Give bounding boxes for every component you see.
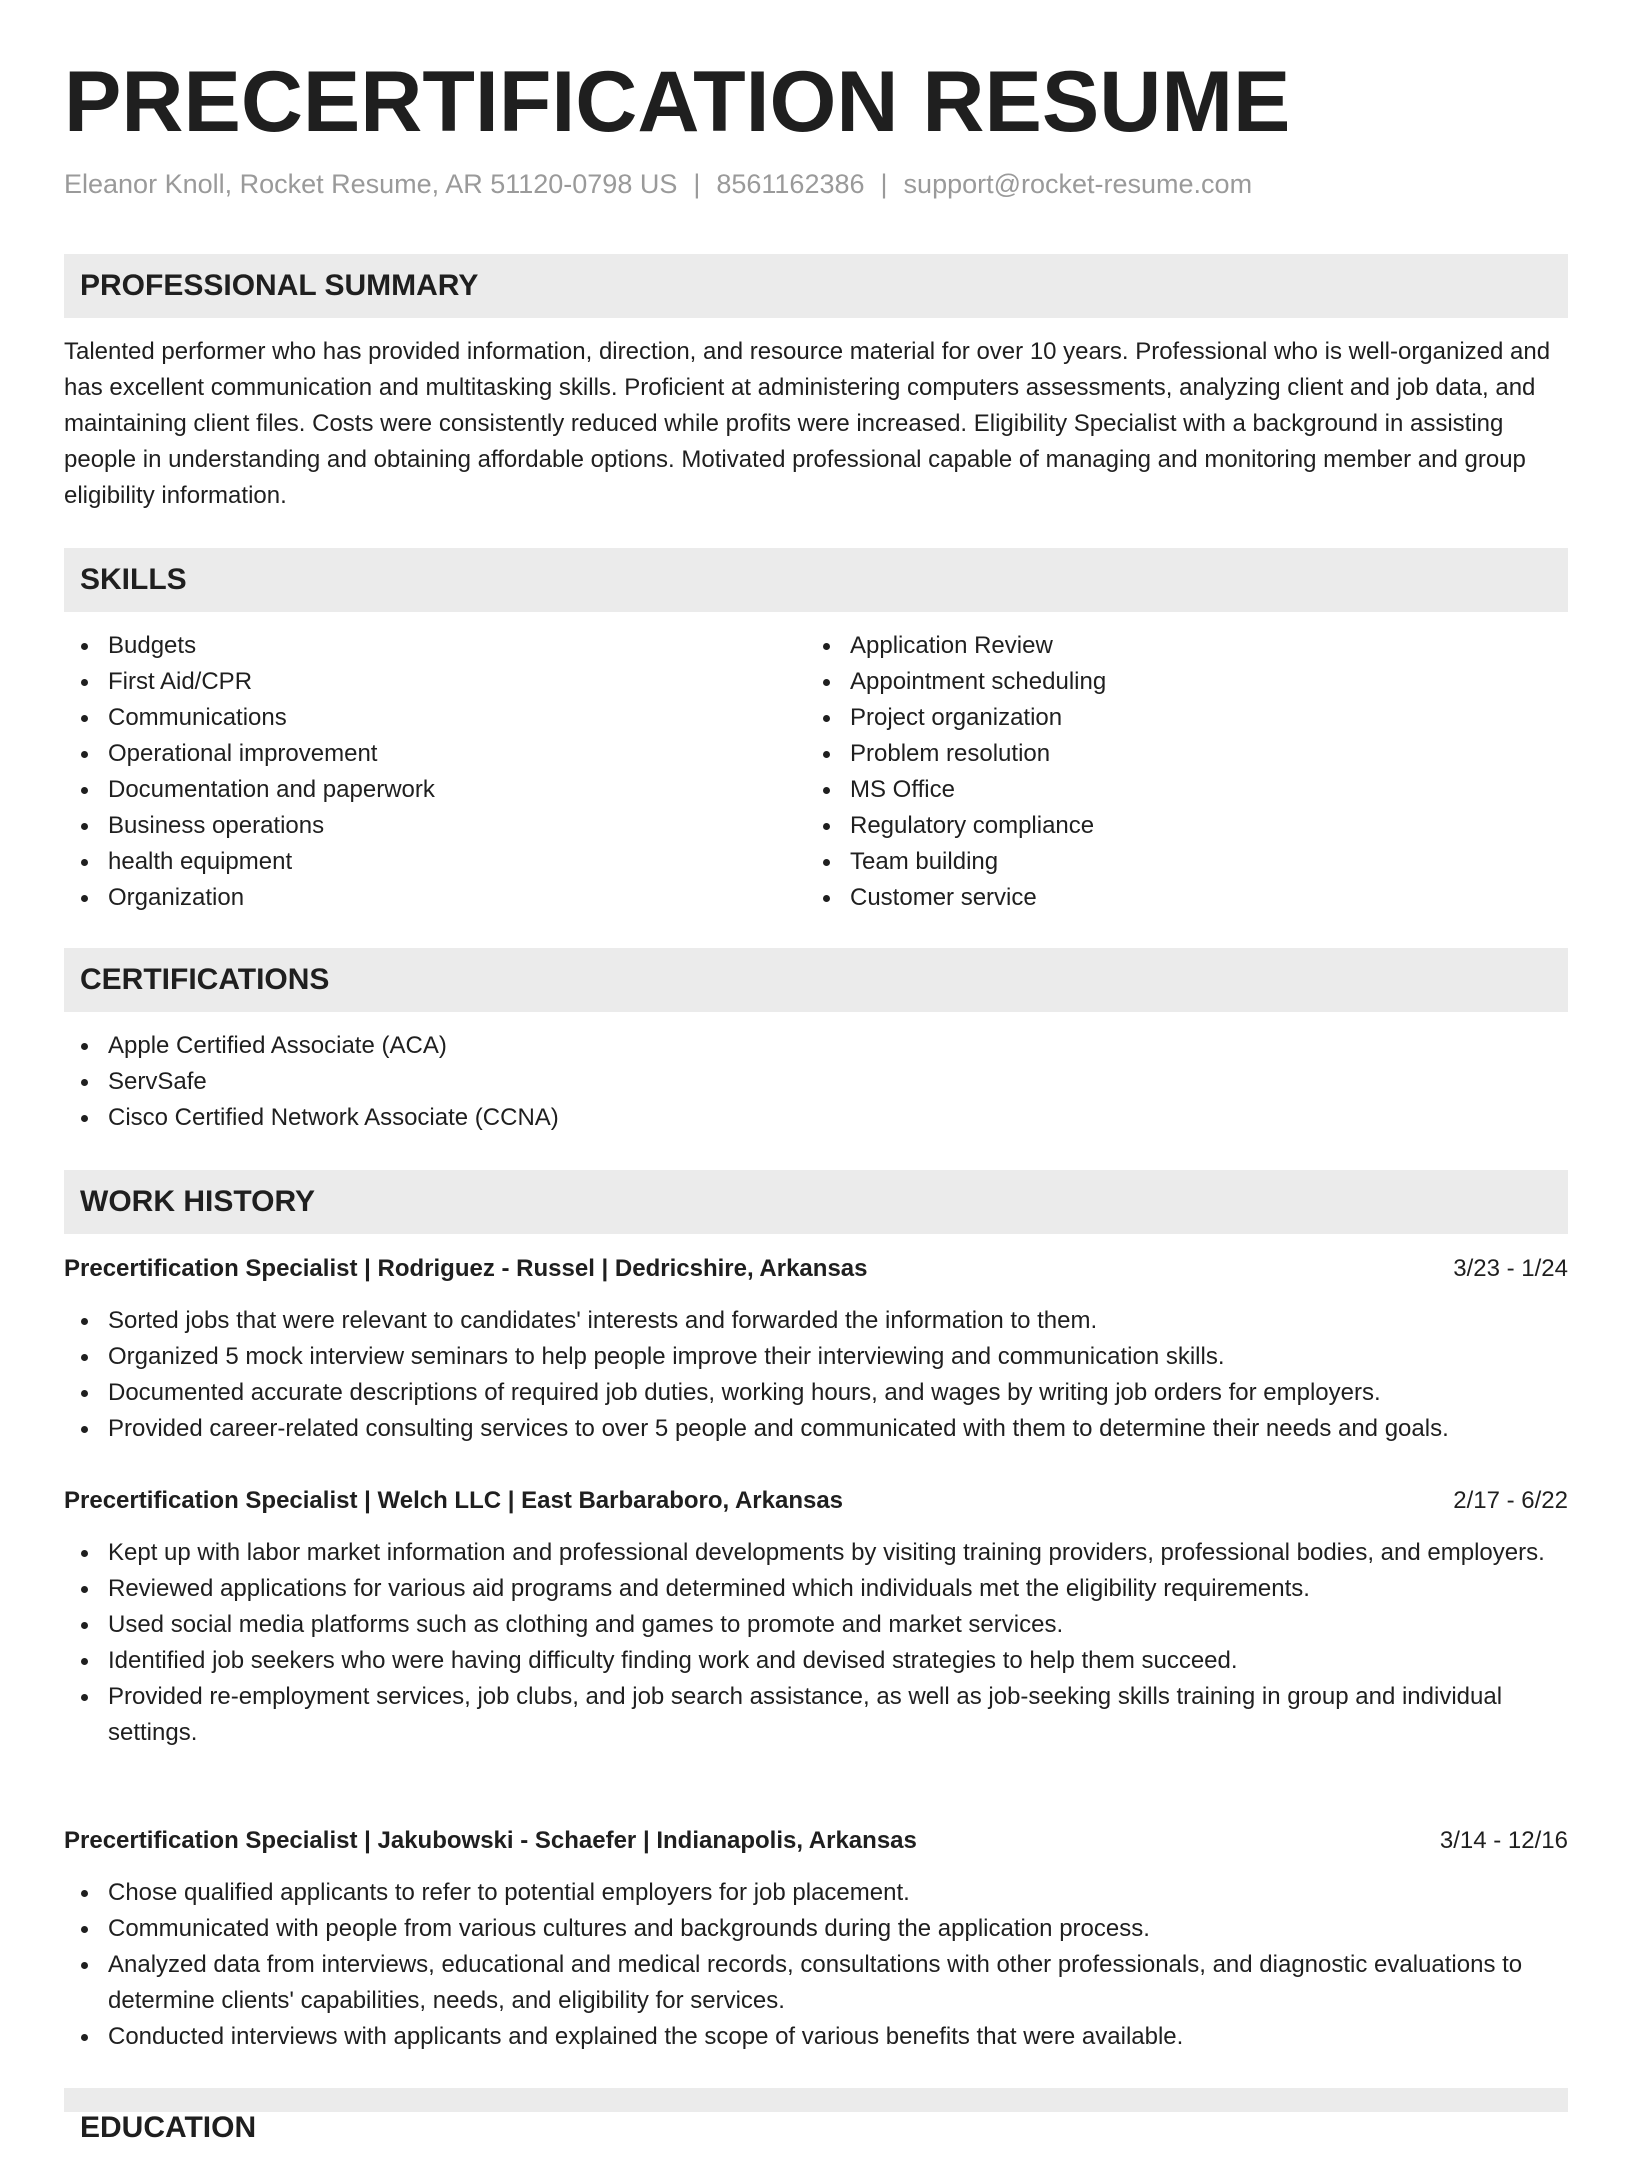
- job-bullet: Provided re-employment services, job clubs, and job search assistance, as well as job-seeking skills training in group and individual settings.: [108, 1679, 1568, 1751]
- skills-list-right: [806, 628, 1550, 916]
- skill-item: Business operations: [108, 808, 808, 844]
- skill-item: Problem resolution: [850, 736, 1550, 772]
- job-title: Precertification Specialist | Rodriguez - Russel | Dedricshire, Arkansas: [64, 1255, 868, 1282]
- education-section-header: [64, 2088, 1568, 2144]
- contact-separator: |: [880, 169, 888, 199]
- education-heading: EDUCATION: [80, 2111, 257, 2144]
- page-title: PRECERTIFICATION RESUME: [64, 54, 1291, 150]
- job-title: Precertification Specialist | Welch LLC | East Barbaraboro, Arkansas: [64, 1487, 844, 1514]
- job-header: [64, 1483, 1568, 1519]
- job-dates: 3/23 - 1/24: [1453, 1255, 1568, 1282]
- skill-item: Documentation and paperwork: [108, 772, 808, 808]
- certifications-section-header: [64, 948, 1568, 1012]
- skill-item: First Aid/CPR: [108, 664, 808, 700]
- certifications-heading: CERTIFICATIONS: [80, 963, 330, 996]
- work-history-section-header: [64, 1170, 1568, 1234]
- skills-heading: SKILLS: [80, 563, 187, 596]
- job-title: Precertification Specialist | Jakubowski - Schaefer | Indianapolis, Arkansas: [64, 1827, 917, 1854]
- job-bullets: [64, 1535, 1568, 1751]
- job-bullet: Reviewed applications for various aid programs and determined which individuals met the eligibility requirements.: [108, 1571, 1568, 1607]
- job-bullet: Documented accurate descriptions of required job duties, working hours, and wages by writing job orders for employers.: [108, 1375, 1568, 1411]
- job-bullet: Conducted interviews with applicants and explained the scope of various benefits that were available.: [108, 2019, 1568, 2055]
- skill-item: Organization: [108, 880, 808, 916]
- job-bullet: Chose qualified applicants to refer to potential employers for job placement.: [108, 1875, 1568, 1911]
- certification-item: Apple Certified Associate (ACA): [108, 1028, 1568, 1064]
- job-bullet: Sorted jobs that were relevant to candidates' interests and forwarded the information to them.: [108, 1303, 1568, 1339]
- contact-phone: 8561162386: [716, 169, 865, 199]
- certifications-list: [64, 1028, 1568, 1136]
- summary-text: Talented performer who has provided information, direction, and resource material for over 10 years. Professional who is well-organized and has excellent communication and multitasking skills. Proficient at administering computers assessments, analyzing client and job data, and maintaining client files. Costs were consistently reduced while profits were increased. Eligibility Specialist with a background in assisting people in understanding and obtaining affordable options. Motivated professional capable of managing and monitoring member and group eligibility information.: [64, 338, 1551, 509]
- contact-email: support@rocket-resume.com: [903, 169, 1253, 199]
- skill-item: Customer service: [850, 880, 1550, 916]
- job-bullet: Analyzed data from interviews, educational and medical records, consultations with other professionals, and diagnostic evaluations to determine clients' capabilities, needs, and eligibility for services.: [108, 1947, 1568, 2019]
- skill-item: health equipment: [108, 844, 808, 880]
- job-bullet: Organized 5 mock interview seminars to help people improve their interviewing and communication skills.: [108, 1339, 1568, 1375]
- contact-separator: |: [693, 169, 701, 199]
- job-bullets: [64, 1303, 1568, 1447]
- skill-item: Communications: [108, 700, 808, 736]
- job-header: [64, 1823, 1568, 1859]
- work-history-heading: WORK HISTORY: [80, 1185, 316, 1218]
- certification-item: ServSafe: [108, 1064, 1568, 1100]
- job-header: [64, 1251, 1568, 1287]
- skill-item: Appointment scheduling: [850, 664, 1550, 700]
- job-bullet: Identified job seekers who were having difficulty finding work and devised strategies to help them succeed.: [108, 1643, 1568, 1679]
- job-bullet: Used social media platforms such as clothing and games to promote and market services.: [108, 1607, 1568, 1643]
- skill-item: Budgets: [108, 628, 808, 664]
- job-bullet: Communicated with people from various cultures and backgrounds during the application process.: [108, 1911, 1568, 1947]
- contact-address: Eleanor Knoll, Rocket Resume, AR 51120-0798 US: [64, 169, 678, 199]
- contact-line: [64, 166, 1252, 202]
- skills-section-header: [64, 548, 1568, 612]
- job-bullet: Kept up with labor market information and professional developments by visiting training providers, professional bodies, and employers.: [108, 1535, 1568, 1571]
- summary-section-header: [64, 254, 1568, 318]
- job-dates: 2/17 - 6/22: [1453, 1487, 1568, 1514]
- job-bullet: Provided career-related consulting services to over 5 people and communicated with them to determine their needs and goals.: [108, 1411, 1568, 1447]
- job-bullets: [64, 1875, 1568, 2055]
- skill-item: Operational improvement: [108, 736, 808, 772]
- job-dates: 3/14 - 12/16: [1439, 1827, 1568, 1854]
- skills-list-left: [64, 628, 808, 916]
- skill-item: Regulatory compliance: [850, 808, 1550, 844]
- skill-item: Team building: [850, 844, 1550, 880]
- skill-item: Project organization: [850, 700, 1550, 736]
- skill-item: Application Review: [850, 628, 1550, 664]
- skill-item: MS Office: [850, 772, 1550, 808]
- summary-heading: PROFESSIONAL SUMMARY: [80, 269, 479, 302]
- certification-item: Cisco Certified Network Associate (CCNA): [108, 1100, 1568, 1136]
